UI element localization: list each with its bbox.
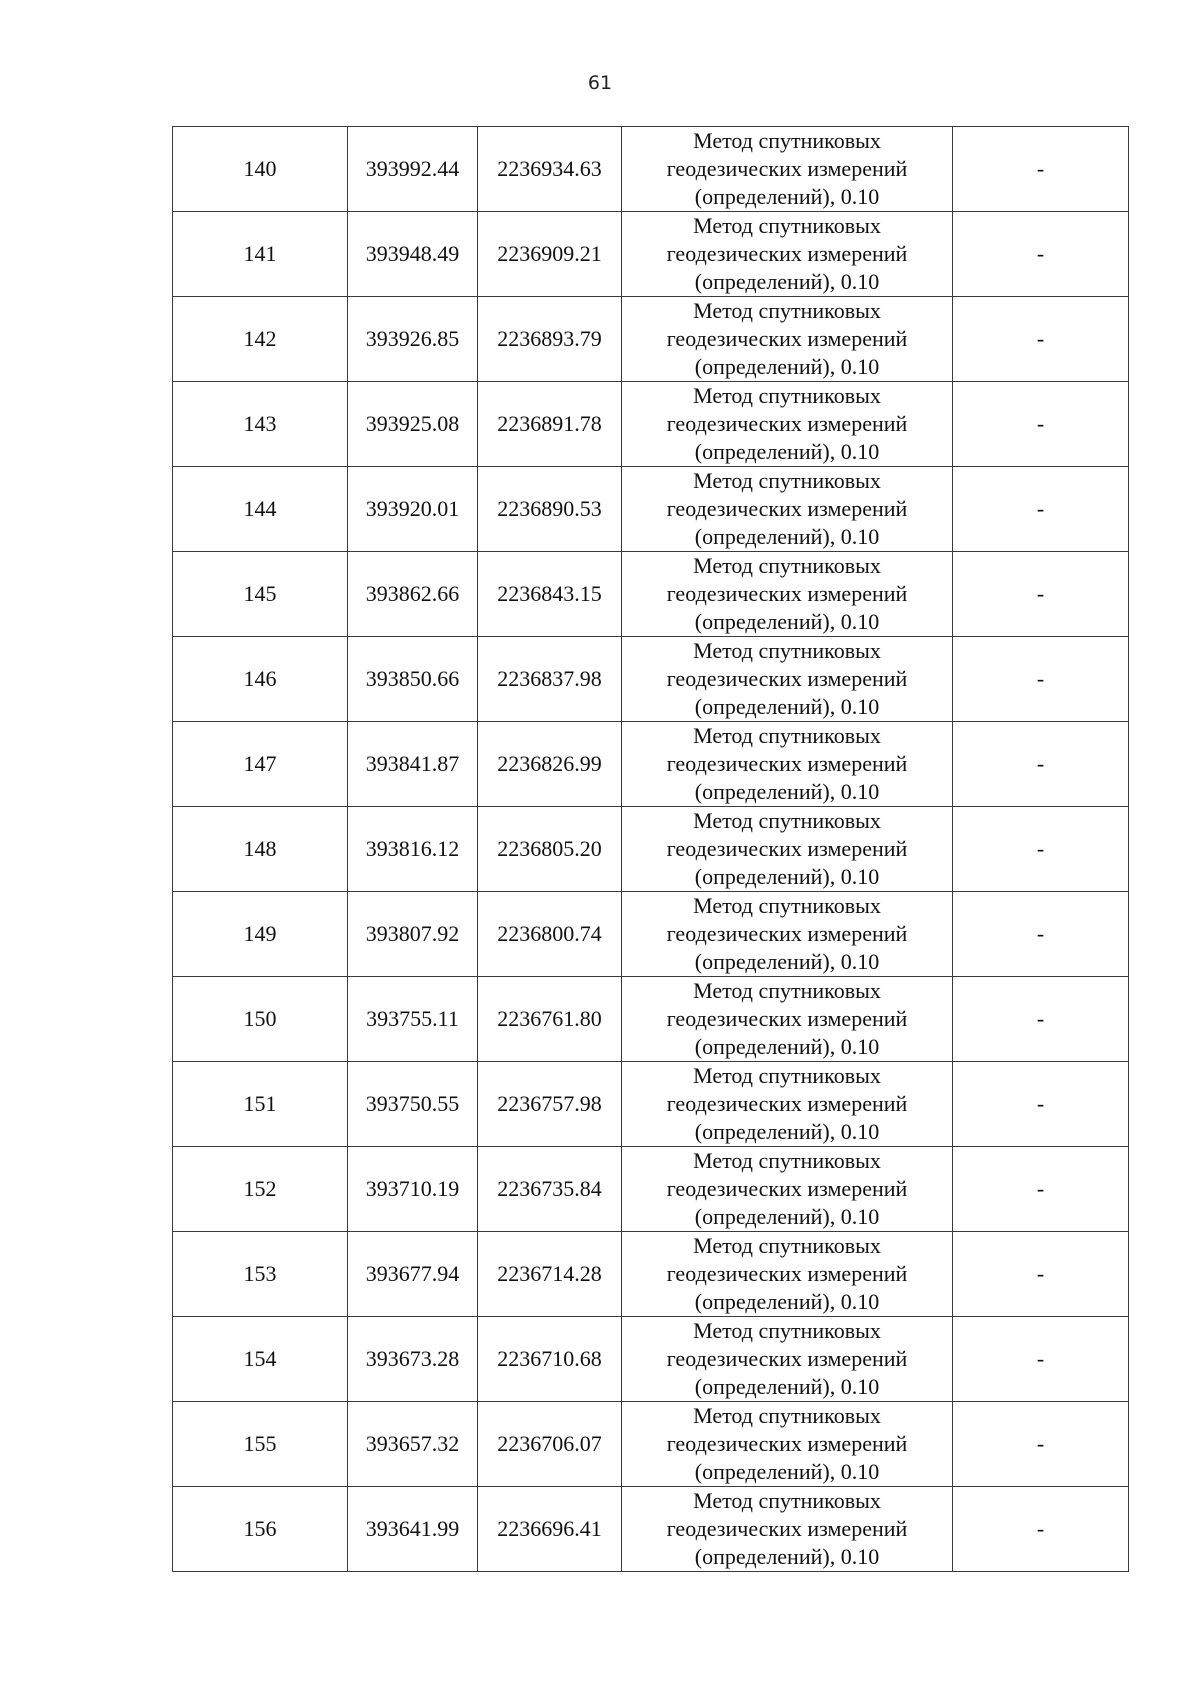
- method-line: геодезических измерений: [666, 326, 908, 351]
- method-line: геодезических измерений: [666, 156, 908, 181]
- y-coordinate-cell: 2236893.79: [478, 297, 622, 382]
- method-line: (определений), 0.10: [694, 1204, 880, 1229]
- method-cell: [622, 1062, 953, 1147]
- table-row: [173, 1487, 1129, 1572]
- method-line: (определений), 0.10: [694, 1034, 880, 1059]
- table-row: [173, 212, 1129, 297]
- y-coordinate-cell: 2236710.68: [478, 1317, 622, 1402]
- method-line: (определений), 0.10: [694, 524, 880, 549]
- method-line: (определений), 0.10: [694, 779, 880, 804]
- note-cell: -: [953, 1402, 1129, 1487]
- method-line: (определений), 0.10: [694, 439, 880, 464]
- note-cell: -: [953, 382, 1129, 467]
- point-number-cell: 152: [173, 1147, 348, 1232]
- method-line: Метод спутниковых: [693, 1233, 881, 1258]
- page-number: 61: [587, 72, 613, 94]
- y-coordinate-cell: 2236837.98: [478, 637, 622, 722]
- x-coordinate-cell: 393925.08: [348, 382, 478, 467]
- note-cell: -: [953, 297, 1129, 382]
- method-line: геодезических измерений: [666, 836, 908, 861]
- table-row: [173, 637, 1129, 722]
- point-number-cell: 143: [173, 382, 348, 467]
- point-number-cell: 145: [173, 552, 348, 637]
- table-row: [173, 807, 1129, 892]
- method-line: геодезических измерений: [666, 411, 908, 436]
- note-cell: -: [953, 1487, 1129, 1572]
- method-cell: [622, 892, 953, 977]
- method-cell: [622, 637, 953, 722]
- method-cell: [622, 127, 953, 212]
- method-line: геодезических измерений: [666, 921, 908, 946]
- note-cell: -: [953, 127, 1129, 212]
- y-coordinate-cell: 2236761.80: [478, 977, 622, 1062]
- note-cell: -: [953, 977, 1129, 1062]
- method-line: геодезических измерений: [666, 1176, 908, 1201]
- x-coordinate-cell: 393841.87: [348, 722, 478, 807]
- note-cell: -: [953, 1147, 1129, 1232]
- method-line: Метод спутниковых: [693, 978, 881, 1003]
- method-line: (определений), 0.10: [694, 184, 880, 209]
- method-cell: [622, 807, 953, 892]
- y-coordinate-cell: 2236890.53: [478, 467, 622, 552]
- y-coordinate-cell: 2236805.20: [478, 807, 622, 892]
- point-number-cell: 148: [173, 807, 348, 892]
- method-line: Метод спутниковых: [693, 383, 881, 408]
- x-coordinate-cell: 393926.85: [348, 297, 478, 382]
- point-number-cell: 151: [173, 1062, 348, 1147]
- table-row: [173, 552, 1129, 637]
- y-coordinate-cell: 2236714.28: [478, 1232, 622, 1317]
- method-line: геодезических измерений: [666, 1516, 908, 1541]
- x-coordinate-cell: 393657.32: [348, 1402, 478, 1487]
- method-line: геодезических измерений: [666, 1261, 908, 1286]
- table-row: [173, 1147, 1129, 1232]
- method-line: Метод спутниковых: [693, 1063, 881, 1088]
- table-row: [173, 892, 1129, 977]
- y-coordinate-cell: 2236757.98: [478, 1062, 622, 1147]
- method-line: (определений), 0.10: [694, 269, 880, 294]
- point-number-cell: 153: [173, 1232, 348, 1317]
- method-cell: [622, 552, 953, 637]
- method-line: геодезических измерений: [666, 751, 908, 776]
- method-line: геодезических измерений: [666, 496, 908, 521]
- note-cell: -: [953, 722, 1129, 807]
- method-line: Метод спутниковых: [693, 1403, 881, 1428]
- method-cell: [622, 467, 953, 552]
- table-row: [173, 977, 1129, 1062]
- y-coordinate-cell: 2236706.07: [478, 1402, 622, 1487]
- method-line: (определений), 0.10: [694, 864, 880, 889]
- method-line: геодезических измерений: [666, 581, 908, 606]
- note-cell: -: [953, 1232, 1129, 1317]
- method-line: геодезических измерений: [666, 666, 908, 691]
- method-line: (определений), 0.10: [694, 354, 880, 379]
- point-number-cell: 154: [173, 1317, 348, 1402]
- x-coordinate-cell: 393920.01: [348, 467, 478, 552]
- method-cell: [622, 977, 953, 1062]
- table-row: [173, 467, 1129, 552]
- table-row: [173, 127, 1129, 212]
- method-line: Метод спутниковых: [693, 553, 881, 578]
- method-line: геодезических измерений: [666, 1346, 908, 1371]
- method-cell: [622, 1402, 953, 1487]
- method-line: Метод спутниковых: [693, 1488, 881, 1513]
- method-line: Метод спутниковых: [693, 893, 881, 918]
- point-number-cell: 155: [173, 1402, 348, 1487]
- method-cell: [622, 212, 953, 297]
- method-line: (определений), 0.10: [694, 609, 880, 634]
- method-line: (определений), 0.10: [694, 1544, 880, 1569]
- method-line: геодезических измерений: [666, 241, 908, 266]
- method-line: (определений), 0.10: [694, 1374, 880, 1399]
- point-number-cell: 146: [173, 637, 348, 722]
- table-row: [173, 382, 1129, 467]
- method-line: Метод спутниковых: [693, 808, 881, 833]
- table-row: [173, 1402, 1129, 1487]
- method-cell: [622, 1232, 953, 1317]
- point-number-cell: 140: [173, 127, 348, 212]
- method-line: (определений), 0.10: [694, 694, 880, 719]
- x-coordinate-cell: 393850.66: [348, 637, 478, 722]
- point-number-cell: 156: [173, 1487, 348, 1572]
- table-row: [173, 1232, 1129, 1317]
- coordinates-table: [172, 126, 1129, 1572]
- x-coordinate-cell: 393673.28: [348, 1317, 478, 1402]
- y-coordinate-cell: 2236843.15: [478, 552, 622, 637]
- y-coordinate-cell: 2236696.41: [478, 1487, 622, 1572]
- table-row: [173, 1062, 1129, 1147]
- table-row: [173, 1317, 1129, 1402]
- method-line: Метод спутниковых: [693, 1318, 881, 1343]
- method-cell: [622, 1487, 953, 1572]
- y-coordinate-cell: 2236909.21: [478, 212, 622, 297]
- method-cell: [622, 297, 953, 382]
- method-line: Метод спутниковых: [693, 468, 881, 493]
- y-coordinate-cell: 2236826.99: [478, 722, 622, 807]
- method-line: геодезических измерений: [666, 1006, 908, 1031]
- x-coordinate-cell: 393948.49: [348, 212, 478, 297]
- note-cell: -: [953, 1062, 1129, 1147]
- x-coordinate-cell: 393710.19: [348, 1147, 478, 1232]
- x-coordinate-cell: 393992.44: [348, 127, 478, 212]
- method-cell: [622, 1317, 953, 1402]
- method-line: (определений), 0.10: [694, 949, 880, 974]
- x-coordinate-cell: 393755.11: [348, 977, 478, 1062]
- point-number-cell: 147: [173, 722, 348, 807]
- x-coordinate-cell: 393750.55: [348, 1062, 478, 1147]
- x-coordinate-cell: 393816.12: [348, 807, 478, 892]
- point-number-cell: 150: [173, 977, 348, 1062]
- method-line: геодезических измерений: [666, 1431, 908, 1456]
- note-cell: -: [953, 467, 1129, 552]
- method-cell: [622, 382, 953, 467]
- x-coordinate-cell: 393807.92: [348, 892, 478, 977]
- table-row: [173, 297, 1129, 382]
- y-coordinate-cell: 2236891.78: [478, 382, 622, 467]
- note-cell: -: [953, 552, 1129, 637]
- x-coordinate-cell: 393641.99: [348, 1487, 478, 1572]
- note-cell: -: [953, 637, 1129, 722]
- point-number-cell: 144: [173, 467, 348, 552]
- y-coordinate-cell: 2236934.63: [478, 127, 622, 212]
- method-line: Метод спутниковых: [693, 1148, 881, 1173]
- x-coordinate-cell: 393677.94: [348, 1232, 478, 1317]
- method-cell: [622, 1147, 953, 1232]
- method-line: (определений), 0.10: [694, 1119, 880, 1144]
- note-cell: -: [953, 1317, 1129, 1402]
- note-cell: -: [953, 212, 1129, 297]
- y-coordinate-cell: 2236800.74: [478, 892, 622, 977]
- note-cell: -: [953, 807, 1129, 892]
- method-line: геодезических измерений: [666, 1091, 908, 1116]
- method-line: Метод спутниковых: [693, 128, 881, 153]
- method-line: Метод спутниковых: [693, 213, 881, 238]
- table-row: [173, 722, 1129, 807]
- point-number-cell: 149: [173, 892, 348, 977]
- method-line: Метод спутниковых: [693, 298, 881, 323]
- note-cell: -: [953, 892, 1129, 977]
- method-cell: [622, 722, 953, 807]
- point-number-cell: 141: [173, 212, 348, 297]
- y-coordinate-cell: 2236735.84: [478, 1147, 622, 1232]
- method-line: (определений), 0.10: [694, 1289, 880, 1314]
- method-line: Метод спутниковых: [693, 638, 881, 663]
- method-line: Метод спутниковых: [693, 723, 881, 748]
- point-number-cell: 142: [173, 297, 348, 382]
- method-line: (определений), 0.10: [694, 1459, 880, 1484]
- coordinates-table-body: [173, 127, 1129, 1572]
- x-coordinate-cell: 393862.66: [348, 552, 478, 637]
